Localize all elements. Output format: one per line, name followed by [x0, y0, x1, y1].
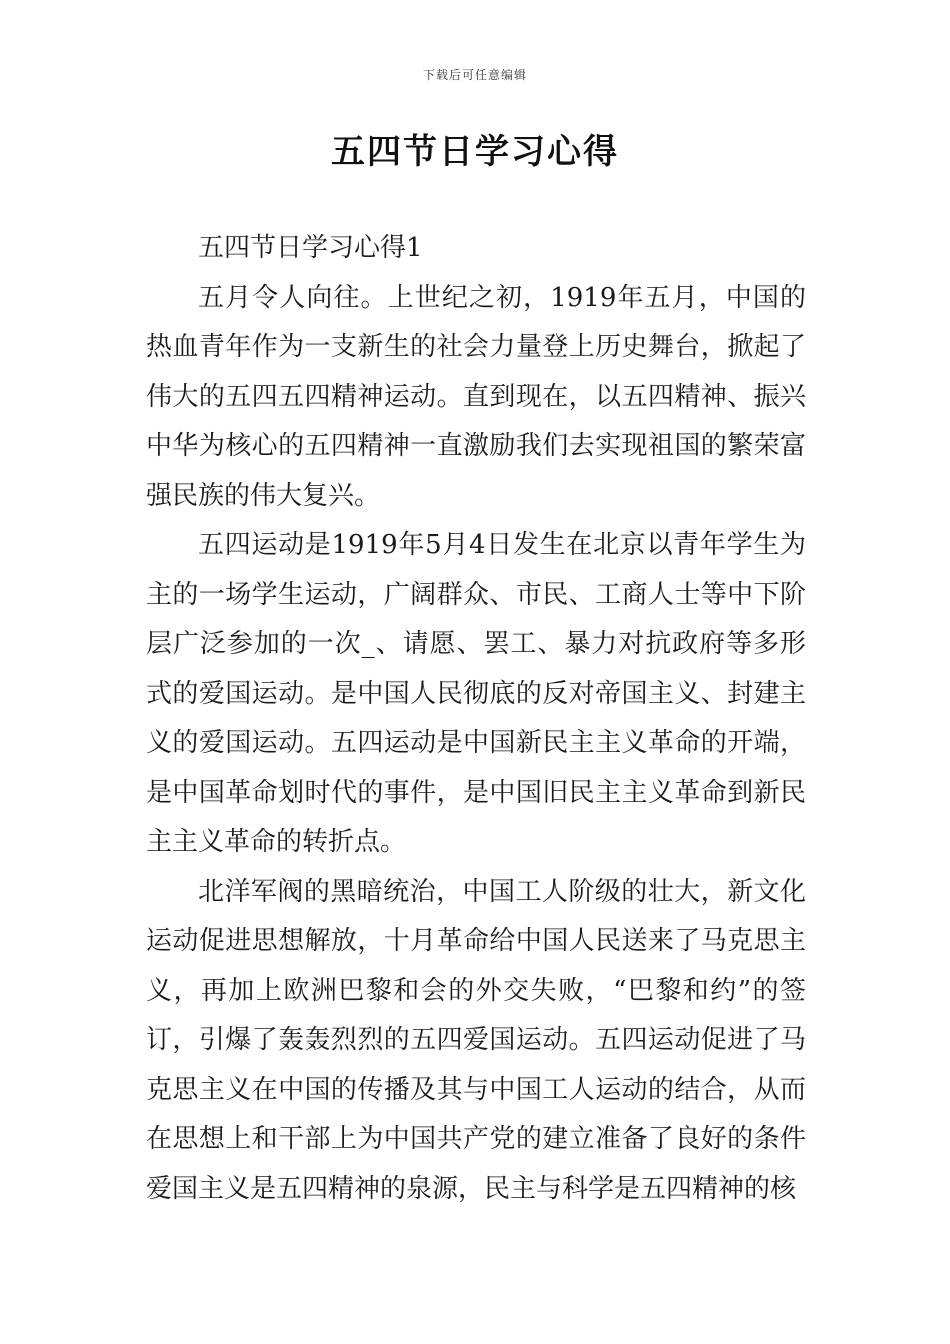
paragraph: 北洋军阀的黑暗统治，中国工人阶级的壮大，新文化运动促进思想解放，十月革命给中国人民送来了马克思主义，再加上欧洲巴黎和会的外交失败，“巴黎和约”的签订，引爆了轰轰烈烈的五四爱国运动。五四运动促进了马克思主义在中国的传播及其与中国工人运动的结合，从而在思想上和干部上为中国共产党的建立准备了良好的条件爱国主义是五四精神的泉源，民主与科学是五四精神的核 — [146, 876, 806, 1204]
header-note: 下载后可任意编辑 — [422, 68, 527, 82]
document-body — [146, 224, 806, 1214]
document-title: 五四节日学习心得 — [331, 132, 619, 172]
paragraph: 五月令人向往。上世纪之初，1919年五月，中国的热血青年作为一支新生的社会力量登上历史舞台，掀起了伟大的五四五四精神运动。直到现在，以五四精神、振兴中华为核心的五四精神一直激励我们去实现祖国的繁荣富强民族的伟大复兴。 — [146, 282, 806, 511]
section-heading: 五四节日学习心得1 — [198, 233, 423, 263]
paragraph: 五四运动是1919年5月4日发生在北京以青年学生为主的一场学生运动，广阔群众、市民、工商人士等中下阶层广泛参加的一次_、请愿、罢工、暴力对抗政府等多形式的爱国运动。是中国人民彻底的反对帝国主义、封建主义的爱国运动。五四运动是中国新民主主义革命的开端，是中国革命划时代的事件，是中国旧民主主义革命到新民主主义革命的转折点。 — [146, 530, 806, 857]
